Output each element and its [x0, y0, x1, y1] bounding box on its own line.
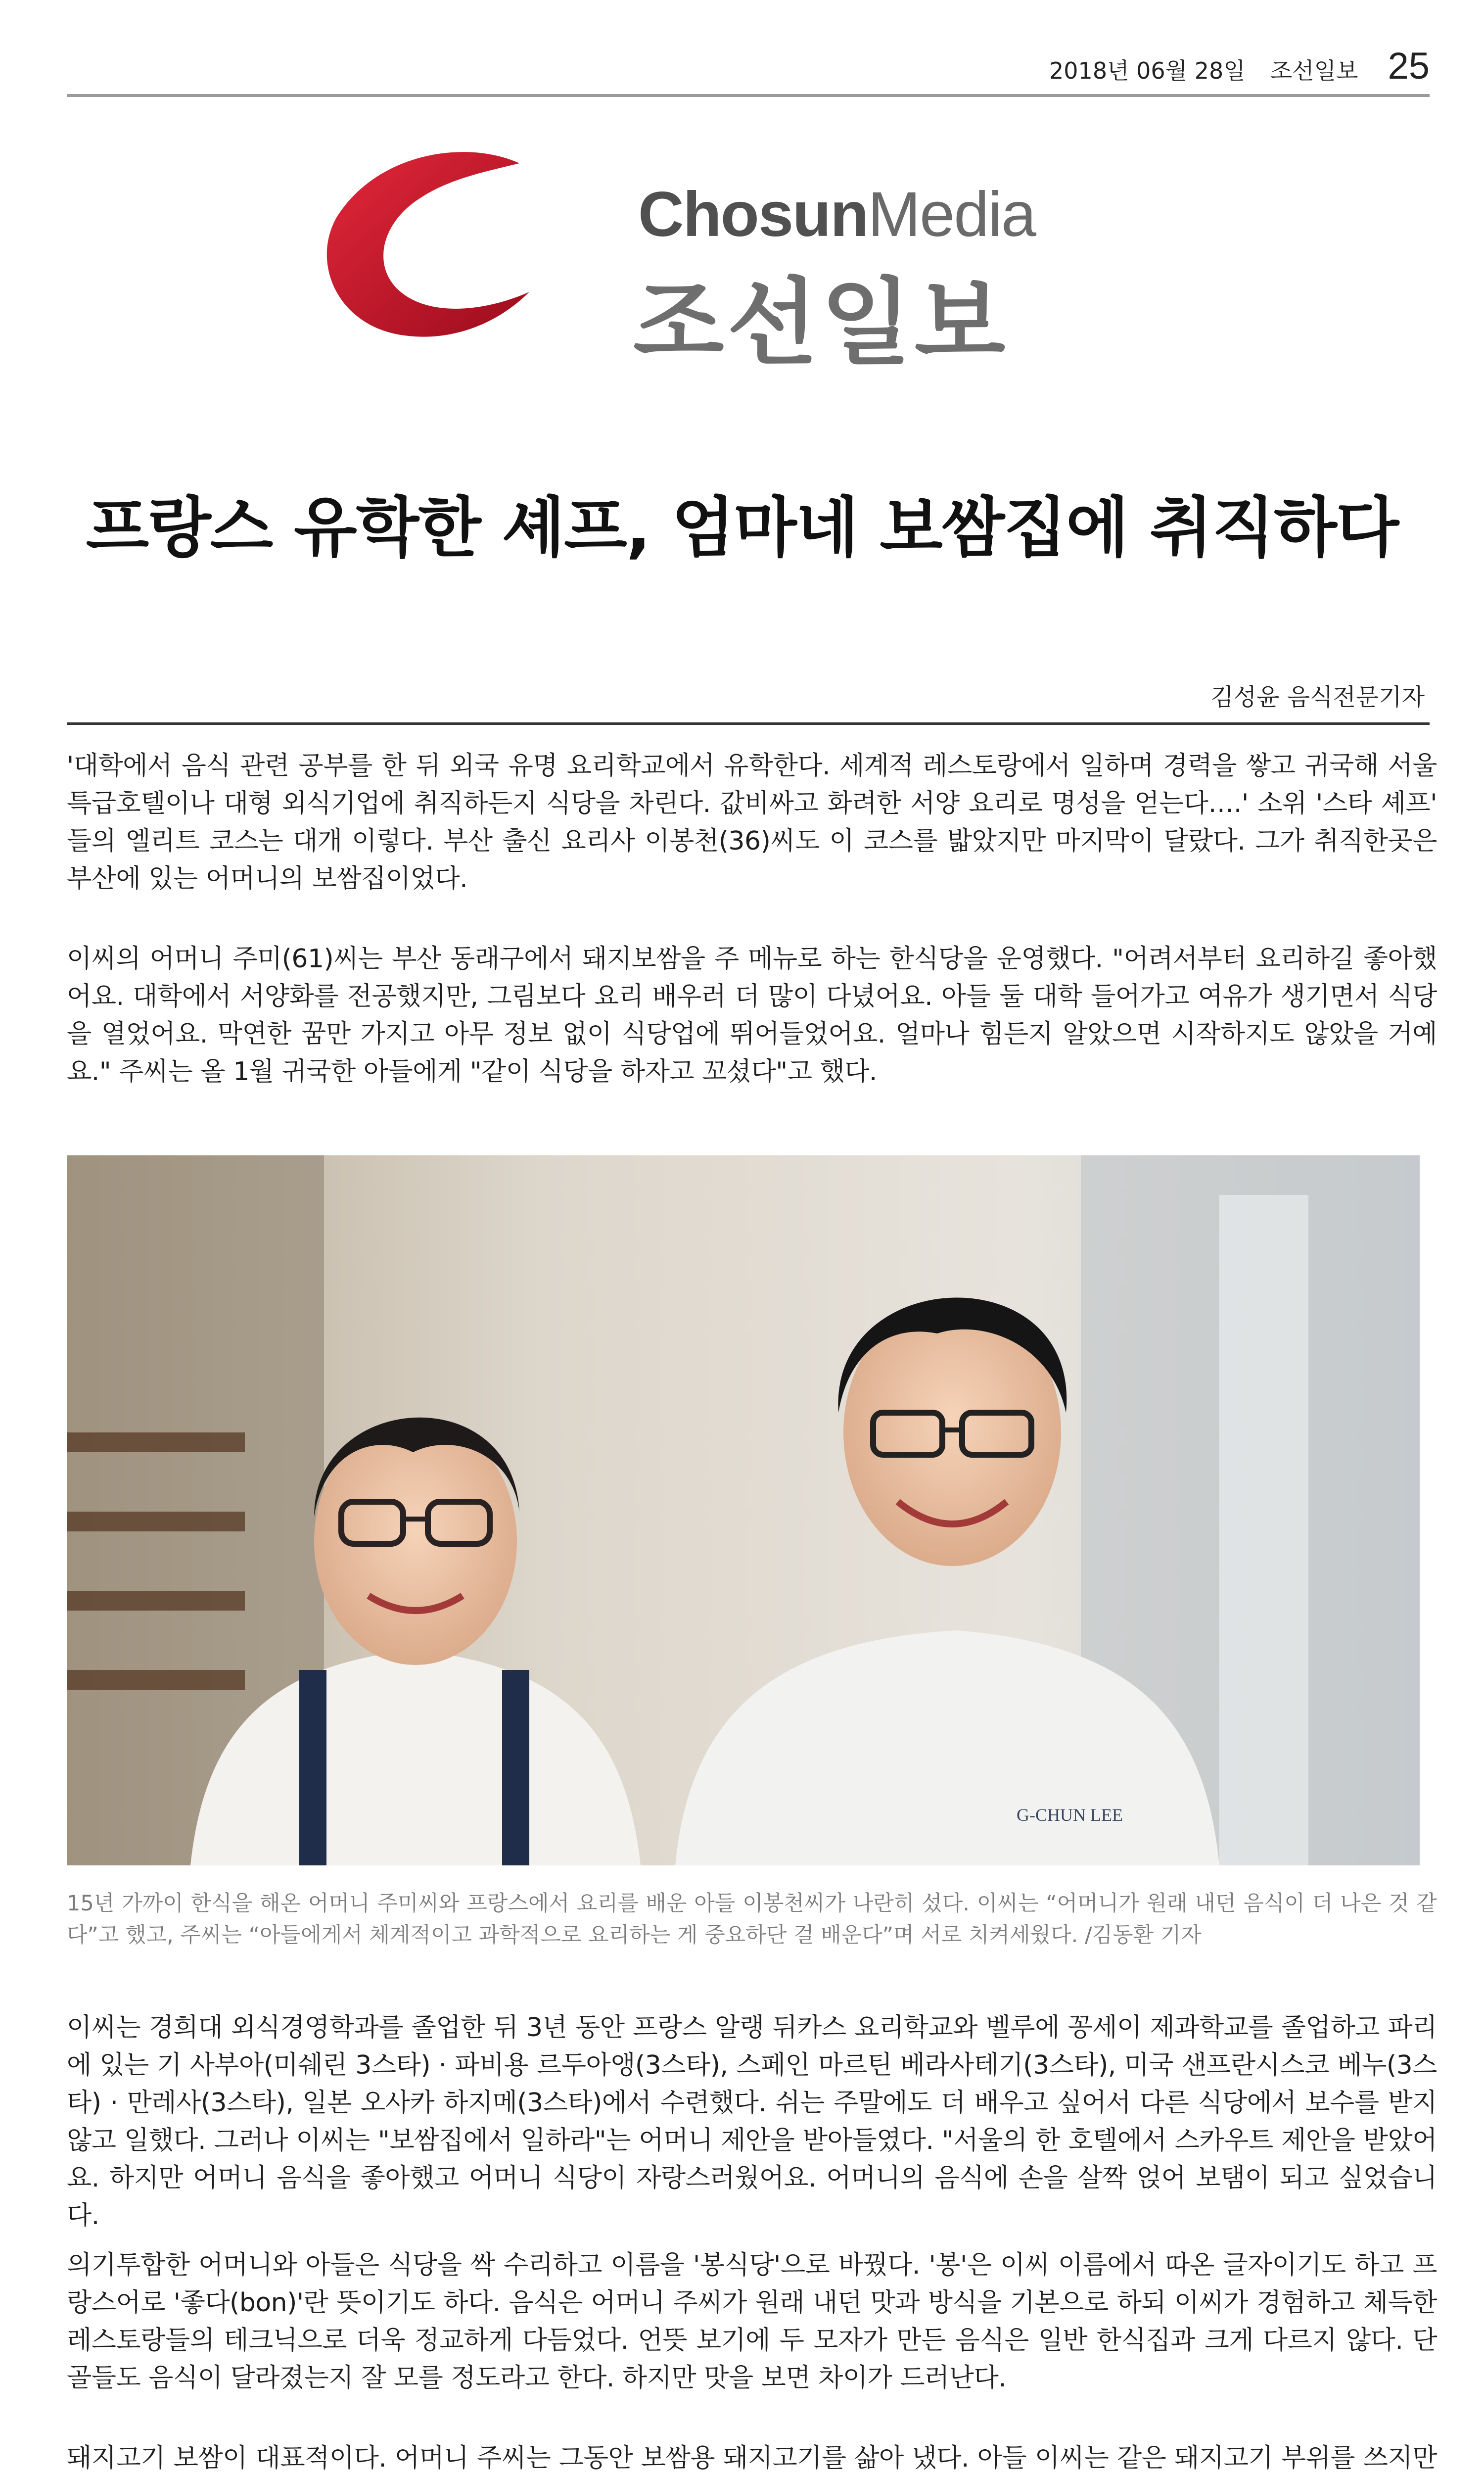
logo-english-text: ChosunMedia — [638, 179, 1035, 250]
article-paragraph-1: '대학에서 음식 관련 공부를 한 뒤 외국 유명 요리학교에서 유학한다. 세계적 레스토랑에서 일하며 경력을 쌓고 귀국해 서울 특급호텔이나 대형 외식기업에 취직하든지 식당을 차린다. 값비싸고 화려한 서양 요리로 명성을 얻는다….' 소위 '스타 셰프' 들의 엘리트 코스는 대개 이렇다. 부산 출신 요리사 이봉천(36)씨도 이 코스를 밟았지만 마지막이 달랐다. 그가 취직한곳은 부산에 있는 어머니의 보쌈집이었다. — [67, 751, 1437, 894]
newspaper-name: 조선일보 — [1270, 57, 1358, 84]
mother-and-son-photo — [67, 1155, 1420, 1865]
jacket-embroidery: G-CHUN LEE — [1017, 1805, 1123, 1825]
article-byline: 김성윤 음식전문기자 — [1210, 683, 1425, 711]
article-paragraph-4: 의기투합한 어머니와 아들은 식당을 싹 수리하고 이름을 '봉식당'으로 바꿨다. '봉'은 이씨 이름에서 따온 글자이기도 하고 프랑스어로 '좋다(bon)'란 뜻이기도 하다. 음식은 어머니 주씨가 원래 내던 맛과 방식을 기본으로 하되 이씨가 경험하고 체득한 레스토랑들의 테크닉으로 더욱 정교하게 다듬었다. 언뜻 보기에 두 모자가 만든 음식은 일반 한식집과 크게 다르지 않다. 단골들도 음식이 달라졌는지 잘 모를 정도라고 한다. 하지만 맛을 보면 차이가 드러난다. — [67, 2250, 1437, 2393]
byline-divider — [67, 722, 1430, 725]
chosun-media-logo — [317, 143, 1158, 378]
header-meta — [1049, 45, 1430, 88]
photo-caption: 15년 가까이 한식을 해온 어머니 주미씨와 프랑스에서 요리를 배운 아들 이봉천씨가 나란히 섰다. 이씨는 “어머니가 원래 내던 음식이 더 나은 것 같다”고 했고, 주씨는 “아들에게서 체계적이고 과학적으로 요리하는 게 중요하단 걸 배운다”며 서로 치켜세웠다. /김동환 기자 — [67, 1891, 1437, 1948]
page-number: 25 — [1388, 45, 1430, 87]
article-paragraph-2: 이씨의 어머니 주미(61)씨는 부산 동래구에서 돼지보쌈을 주 메뉴로 하는 한식당을 운영했다. "어려서부터 요리하길 좋아했어요. 대학에서 서양화를 전공했지만, 그림보다 요리 배우러 더 많이 다녔어요. 아들 둘 대학 들어가고 여유가 생기면서 식당을 열었어요. 막연한 꿈만 가지고 아무 정보 없이 식당업에 뛰어들었어요. 얼마나 힘든지 알았으면 시작하지도 않았을 거예요." 주씨는 올 1월 귀국한 아들에게 "같이 식당을 하자고 꼬셨다"고 했다. — [67, 944, 1437, 1087]
article-headline: 프랑스 유학한 셰프, 엄마네 보쌈집에 취직하다 — [86, 490, 1398, 566]
logo-korean-text: 조선일보 — [633, 268, 1009, 378]
chosun-swoosh-icon — [317, 143, 534, 341]
page-header — [67, 40, 1430, 97]
article-photo — [67, 1155, 1420, 1865]
article-paragraph-3: 이씨는 경희대 외식경영학과를 졸업한 뒤 3년 동안 프랑스 알랭 뒤카스 요리학교와 벨루에 꽁세이 제과학교를 졸업하고 파리에 있는 기 사부아(미쉐린 3스타) · 파비용 르두아앵(3스타), 스페인 마르틴 베라사테기(3스타), 미국 샌프란시스코 베누(3스타) · 만레사(3스타), 일본 오사카 하지메(3스타)에서 수련했다. 쉬는 주말에도 더 배우고 싶어서 다른 식당에서 보수를 받지 않고 일했다. 그러나 이씨는 "보쌈집에서 일하라"는 어머니 제안을 받아들였다. "서울의 한 호텔에서 스카우트 제안을 받았어요. 하지만 어머니 음식을 좋아했고 어머니 식당이 자랑스러웠어요. 어머니의 음식에 손을 살짝 얹어 보탬이 되고 싶었습니다. — [67, 2013, 1437, 2231]
publication-date: 2018년 06월 28일 — [1049, 57, 1246, 84]
article-paragraph-5: 돼지고기 보쌈이 대표적이다. 어머니 주씨는 그동안 보쌈용 돼지고기를 삶아 냈다. 아들 이씨는 같은 돼지고기 부위를 쓰지만 — [67, 2443, 1437, 2473]
